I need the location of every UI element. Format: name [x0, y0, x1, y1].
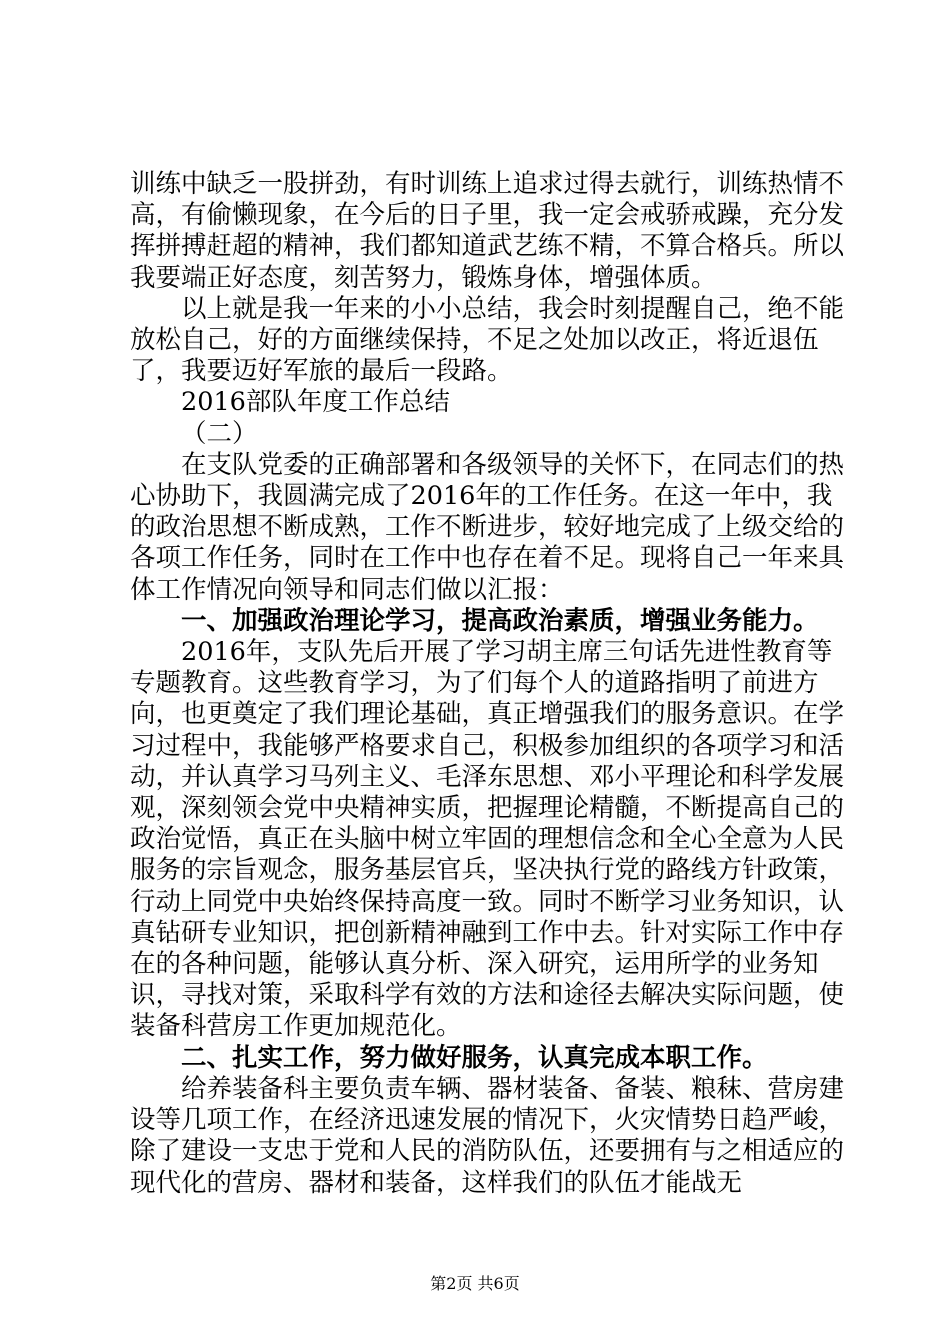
- paragraph-1: 训练中缺乏一股拼劲，有时训练上追求过得去就行，训练热情不高，有偷懒现象，在今后的日子里，我一定会戒骄戒躁，充分发挥拼搏赶超的精神，我们都知道武艺练不精，不算合格兵。所以我要端正好态度，刻苦努力，锻炼身体，增强体质。: [130, 169, 845, 293]
- page-footer: 第2页 共6页: [430, 1274, 520, 1293]
- paragraph-intro: 在支队党委的正确部署和各级领导的关怀下，在同志们的热心协助下，我圆满完成了2016年的工作任务。在这一年中，我的政治思想不断成熟，工作不断进步，较好地完成了上级交给的各项工作任务，同时在工作中也存在着不足。现将自己一年来具体工作情况向领导和同志们做以汇报：: [130, 449, 845, 605]
- paragraph-2: 以上就是我一年来的小小总结，我会时刻提醒自己，绝不能放松自己，好的方面继续保持，不足之处加以改正，将近退伍了，我要迈好军旅的最后一段路。: [130, 293, 845, 387]
- section-title: 2016部队年度工作总结: [181, 387, 450, 418]
- section-number: （二）: [181, 418, 258, 449]
- document-body: [130, 169, 850, 1199]
- paragraph-work: 给养装备科主要负责车辆、器材装备、备装、粮秣、营房建设等几项工作，在经济迅速发展的情况下，火灾情势日趋严峻，除了建设一支忠于党和人民的消防队伍，还要拥有与之相适应的现代化的营房、器材和装备，这样我们的队伍才能战无: [130, 1073, 845, 1198]
- heading-one: 一、加强政治理论学习，提高政治素质，增强业务能力。: [181, 605, 819, 636]
- paragraph-study: 2016年，支队先后开展了学习胡主席三句话先进性教育等专题教育。这些教育学习，为了们每个人的道路指明了前进方向，也更奠定了我们理论基础，真正增强我们的服务意识。在学习过程中，我能够严格要求自己，积极参加组织的各项学习和活动，并认真学习马列主义、毛泽东思想、邓小平理论和科学发展观，深刻领会党中央精神实质，把握理论精髓，不断提高自己的政治觉悟，真正在头脑中树立牢固的理想信念和全心全意为人民服务的宗旨观念，服务基层官兵，坚决执行党的路线方针政策，行动上同党中央始终保持高度一致。同时不断学习业务知识，认真钻研专业知识，把创新精神融到工作中去。针对实际工作中存在的各种问题，能够认真分析、深入研究，运用所学的业务知识，寻找对策，采取科学有效的方法和途径去解决实际问题，使装备科营房工作更加规范化。: [130, 637, 845, 1042]
- heading-two: 二、扎实工作，努力做好服务，认真完成本职工作。: [181, 1042, 768, 1073]
